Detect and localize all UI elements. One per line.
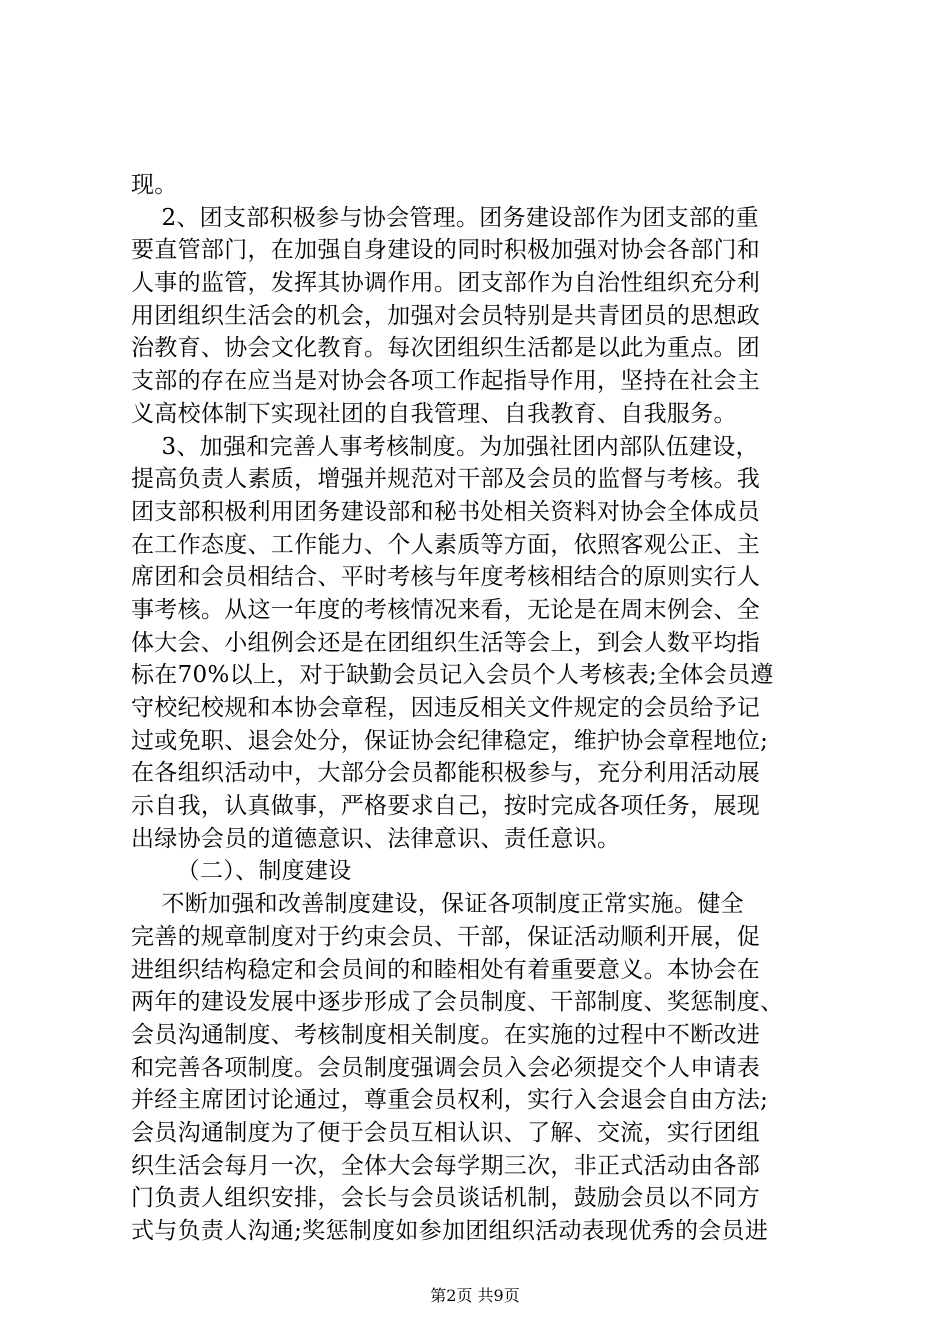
text-line: 织生活会每月一次，全体大会每学期三次，非正式活动由各部: [131, 1152, 761, 1179]
text-line: 事考核。从这一年度的考核情况来看，无论是在周末例会、全: [131, 596, 761, 623]
text-line: 过或免职、退会处分，保证协会纪律稳定，维护协会章程地位;: [131, 727, 769, 754]
text-line: 团支部积极利用团务建设部和秘书处相关资料对协会全体成员: [131, 498, 761, 525]
text-line: 出绿协会员的道德意识、法律意识、责任意识。: [131, 825, 621, 852]
text-line: 会员沟通制度为了便于会员互相认识、了解、交流，实行团组: [131, 1119, 761, 1146]
text-line: 标在70%以上，对于缺勤会员记入会员个人考核表;全体会员遵: [131, 662, 774, 689]
text-line: 3、加强和完善人事考核制度。为加强社团内部队伍建设，: [131, 433, 759, 460]
text-line: 2、团支部积极参与协会管理。团务建设部作为团支部的重: [131, 204, 759, 231]
text-line: 用团组织生活会的机会，加强对会员特别是共青团员的思想政: [131, 302, 761, 329]
text-line: 式与负责人沟通;奖惩制度如参加团组织活动表现优秀的会员进: [131, 1218, 769, 1244]
text-line: 提高负责人素质，增强并规范对干部及会员的监督与考核。我: [131, 466, 761, 493]
text-line: 支部的存在应当是对协会各项工作起指导作用，坚持在社会主: [131, 368, 761, 395]
text-line: 在工作态度、工作能力、个人素质等方面，依照客观公正、主: [131, 531, 761, 558]
text-line: 门负责人组织安排，会长与会员谈话机制，鼓励会员以不同方: [131, 1185, 761, 1212]
text-line: 义高校体制下实现社团的自我管理、自我教育、自我服务。: [131, 400, 737, 427]
text-line: （二）、制度建设: [131, 858, 352, 885]
text-line: 不断加强和改善制度建设，保证各项制度正常实施。健全: [131, 891, 744, 918]
text-line: 完善的规章制度对于约束会员、干部，保证活动顺利开展，促: [131, 923, 761, 950]
text-line: 进组织结构稳定和会员间的和睦相处有着重要意义。本协会在: [131, 956, 761, 983]
text-line: 体大会、小组例会还是在团组织生活等会上，到会人数平均指: [131, 629, 761, 656]
text-line: 人事的监管，发挥其协调作用。团支部作为自治性组织充分利: [131, 270, 761, 297]
text-line: 现。: [131, 172, 178, 198]
text-line: 在各组织活动中，大部分会员都能积极参与，充分利用活动展: [131, 760, 761, 787]
page-footer: 第2页 共9页: [430, 1286, 520, 1305]
text-line: 两年的建设发展中逐步形成了会员制度、干部制度、奖惩制度、: [131, 989, 784, 1016]
text-line: 会员沟通制度、考核制度相关制度。在实施的过程中不断改进: [131, 1021, 761, 1048]
document-body: [131, 169, 819, 1248]
text-line: 要直管部门，在加强自身建设的同时积极加强对协会各部门和: [131, 237, 761, 264]
text-line: 治教育、协会文化教育。每次团组织生活都是以此为重点。团: [131, 335, 761, 362]
text-line: 守校纪校规和本协会章程，因违反相关文件规定的会员给予记: [131, 695, 761, 721]
text-line: 席团和会员相结合、平时考核与年度考核相结合的原则实行人: [131, 564, 761, 591]
text-line: 并经主席团讨论通过，尊重会员权利，实行入会退会自由方法;: [131, 1087, 769, 1114]
text-line: 和完善各项制度。会员制度强调会员入会必须提交个人申请表: [131, 1054, 761, 1081]
text-line: 示自我，认真做事，严格要求自己，按时完成各项任务，展现: [131, 793, 761, 820]
